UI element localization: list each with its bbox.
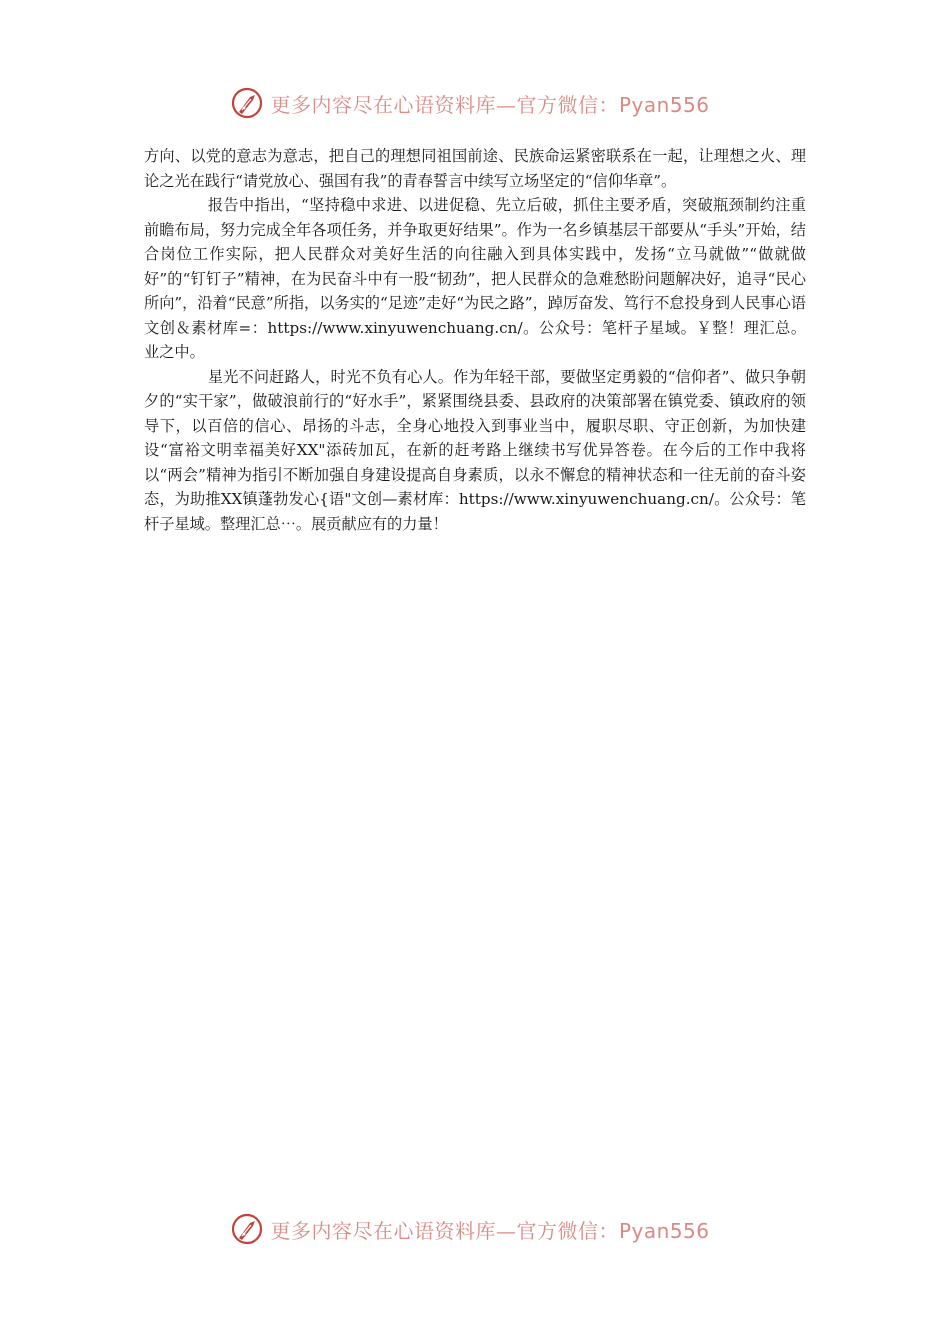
footer-banner-wechat: Pyan556 [618,1218,710,1243]
document-body [144,144,806,536]
pen-nib-logo-icon [230,86,264,120]
paragraph-2: 报告中指出，“坚持稳中求进、以进促稳、先立后破，抓住主要矛盾，突破瓶颈制约注重前瞻布局，努力完成全年各项任务，并争取更好结果”。作为一名乡镇基层干部要从“手头”开始，结合岗位工作实际，把人民群众对美好生活的向往融入到具体实践中，发扬“立马就做”“做就做好”的“钉钉子”精神，在为民奋斗中有一股“韧劲”，把人民群众的急难愁盼问题解决好，追寻“民心所向”，沿着“民意”所指，以务实的“足迹”走好“为民之路”，踔厉奋发、笃行不怠投身到人民事心语文创＆素材库=：https://www.xinyuwenchuang.cn/。公众号：笔杆子星域。￥整！理汇总。业之中。 [144,196,806,361]
paragraph-3: 星光不问赶路人，时光不负有心人。作为年轻干部，要做坚定勇毅的“信仰者”、做只争朝夕的“实干家”，做破浪前行的“好水手”，紧紧围绕县委、县政府的决策部署在镇党委、镇政府的领导下，以百倍的信心、昂扬的斗志，全身心地投入到事业当中，履职尽职、守正创新，为加快建设“富裕文明幸福美好XX"添砖加瓦，在新的赶考路上继续书写优异答卷。在今后的工作中我将以“两会”精神为指引不断加强自身建设提高自身素质，以永不懈怠的精神状态和一往无前的奋斗姿态，为助推XX镇蓬勃发心{语"文创—素材库：https://www.xinyuwenchuang.cn/。公众号：笔杆子星域。整理汇总⋯。展贡献应有的力量！ [144,367,806,533]
footer-banner-text [270,1215,709,1244]
pen-nib-logo-icon [230,1212,264,1246]
footer-banner [0,1209,950,1249]
paragraph-1: 方向、以党的意志为意志，把自己的理想同祖国前途、民族命运紧密联系在一起，让理想之火、理论之光在践行“请党放心、强国有我”的青春誓言中续写立场坚定的“信仰华章”。 [144,147,806,190]
footer-banner-main: 更多内容尽在心语资料库—官方微信： [270,1218,619,1243]
header-banner-main: 更多内容尽在心语资料库—官方微信： [270,92,619,117]
header-banner-wechat: Pyan556 [618,92,710,117]
header-banner [0,83,950,123]
header-banner-text [270,89,709,118]
